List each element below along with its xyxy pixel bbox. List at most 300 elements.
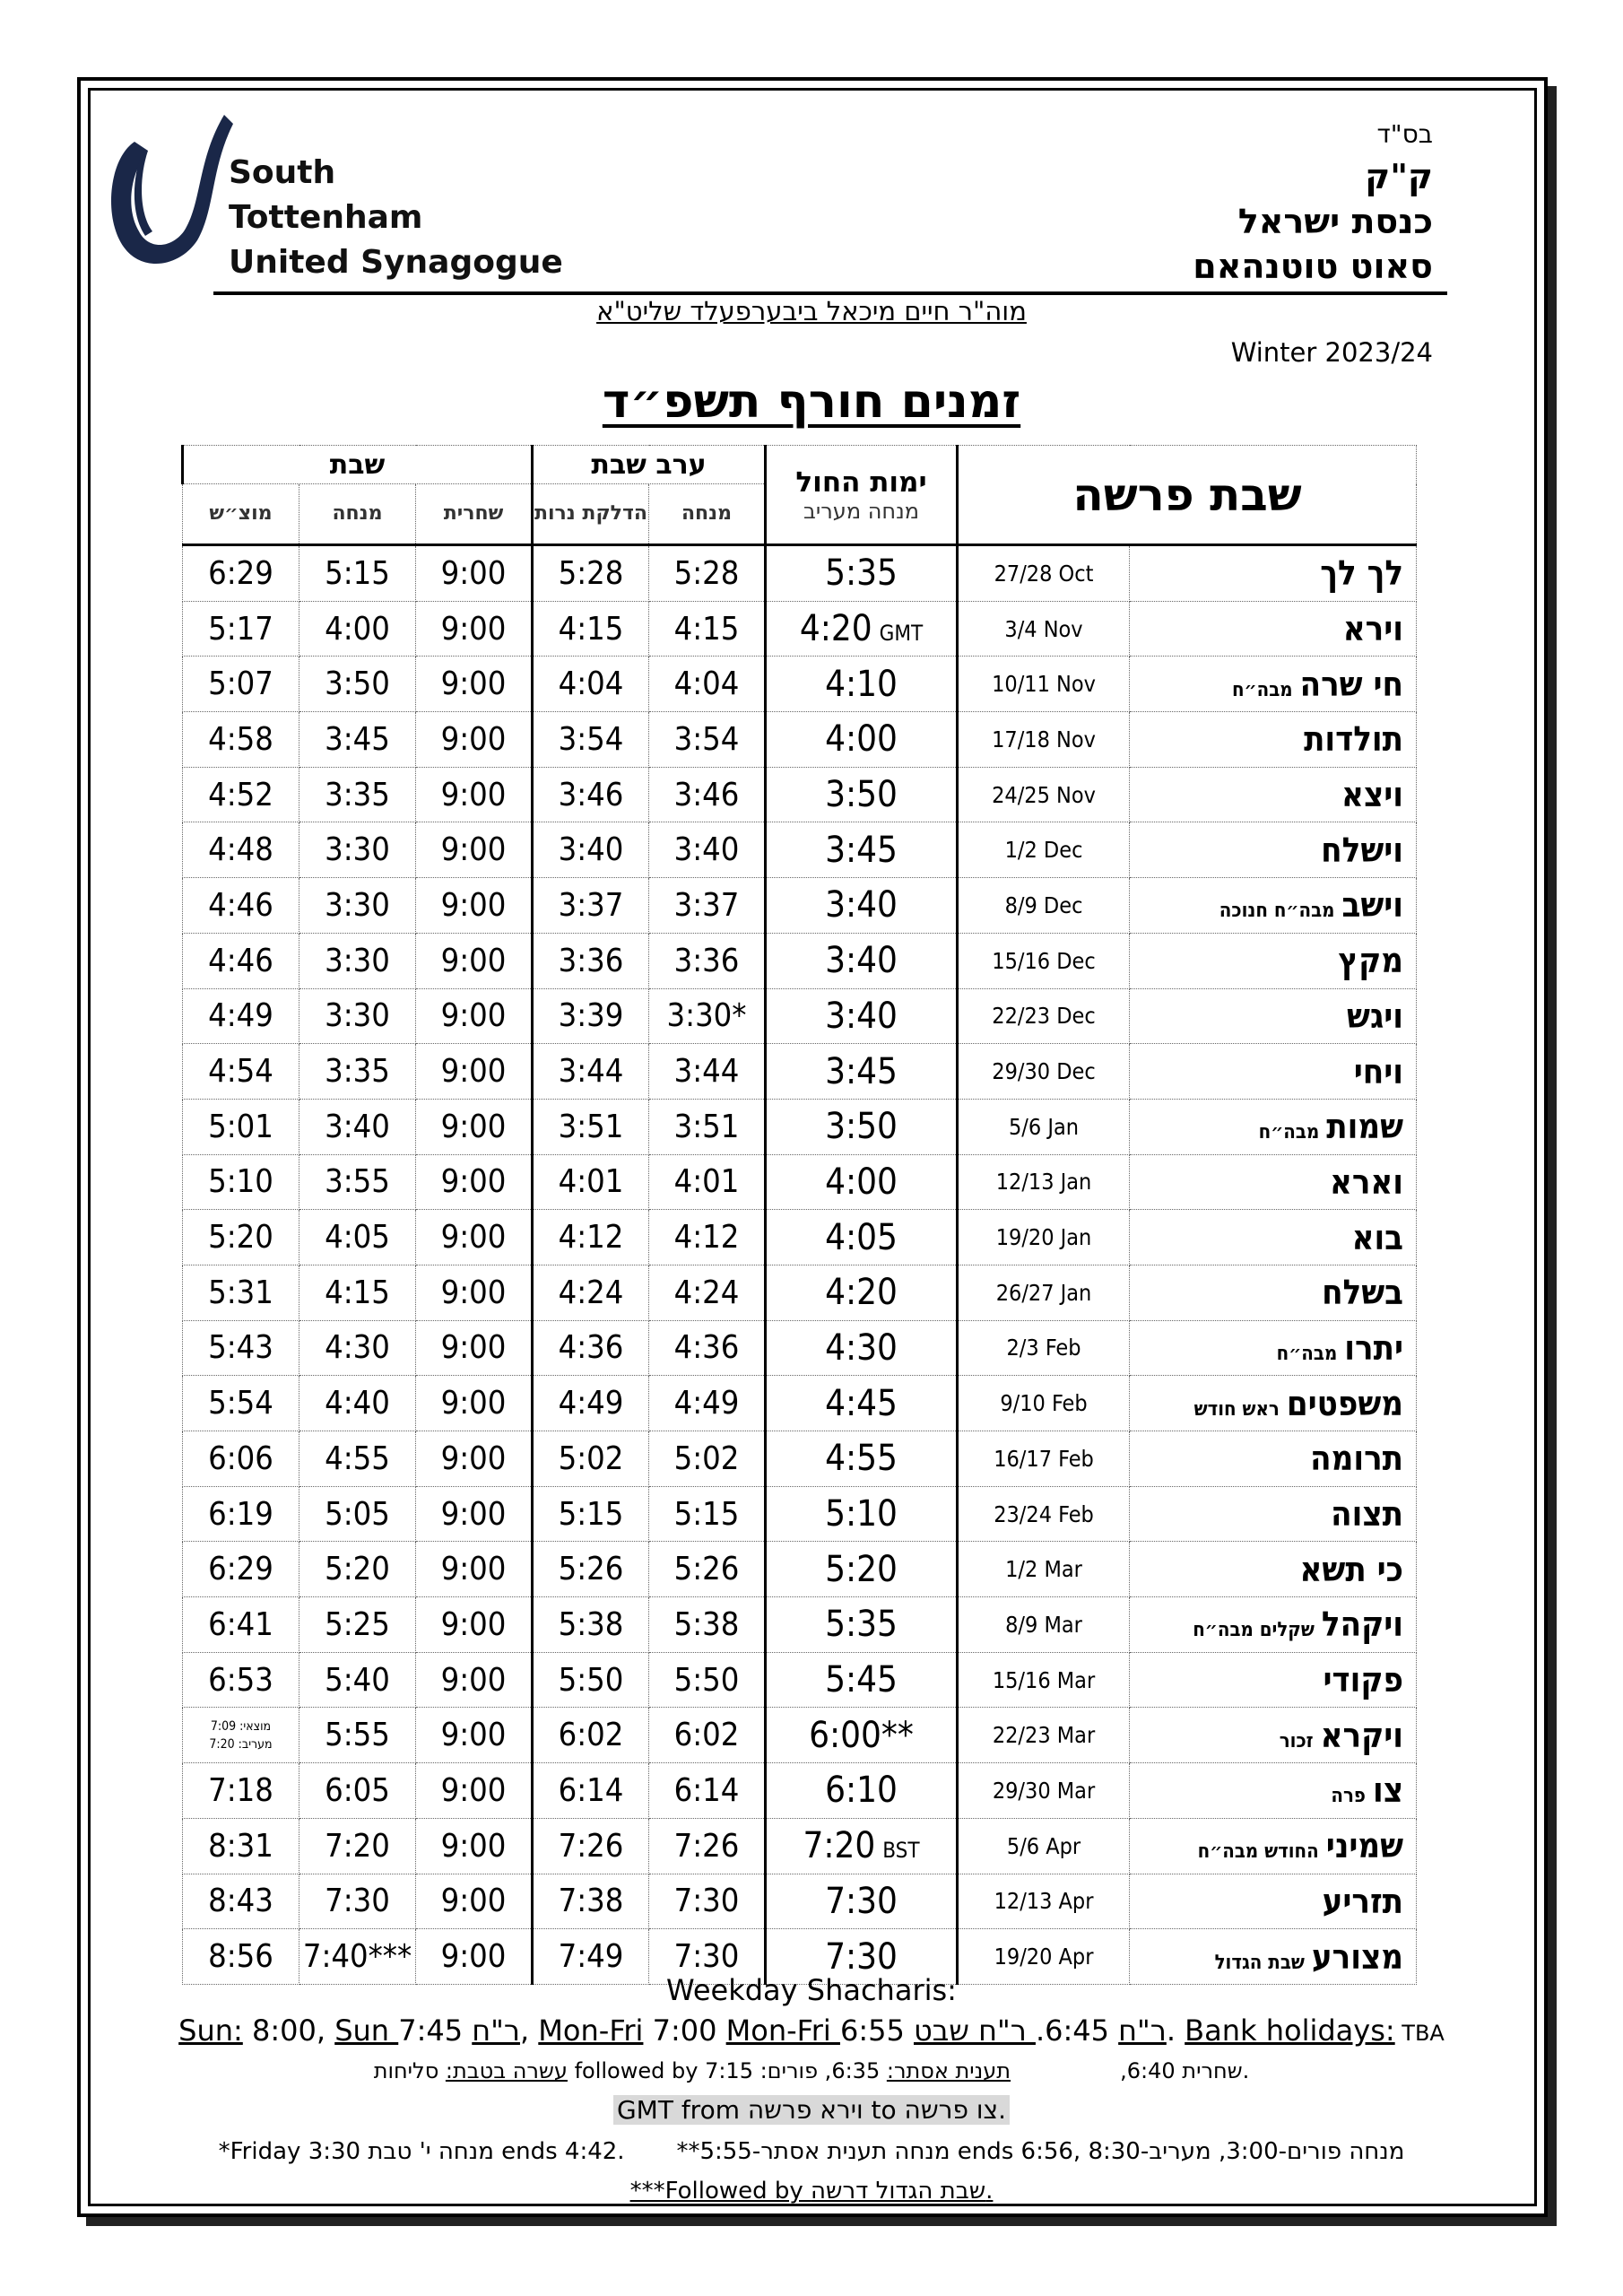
weekday-cell bbox=[766, 1597, 958, 1653]
table-row bbox=[183, 1099, 1417, 1154]
org-name-english bbox=[229, 151, 563, 285]
motzash-cell: 6:06 bbox=[183, 1431, 299, 1487]
date-cell: 2/3 Feb bbox=[958, 1320, 1130, 1376]
motzash-cell: 6:41 bbox=[183, 1597, 299, 1653]
org-he-line3: סאוט טוטנהאם bbox=[1193, 247, 1433, 286]
weekday-cell bbox=[766, 1542, 958, 1597]
shacharis-cell: 9:00 bbox=[416, 1486, 533, 1542]
candle-lighting-header: הדלקת נרות bbox=[533, 484, 649, 545]
candle-lighting-cell: 4:01 bbox=[533, 1154, 649, 1210]
table-row bbox=[183, 1431, 1417, 1487]
shabbat-mincha-cell: 5:25 bbox=[299, 1597, 416, 1653]
candle-lighting-cell: 3:39 bbox=[533, 988, 649, 1044]
date-cell: 29/30 Dec bbox=[958, 1044, 1130, 1100]
asara-btevet-label: עשרה בטבת: bbox=[445, 2058, 568, 2083]
weekday-time: 6:00** bbox=[809, 1714, 914, 1756]
shabbat-mincha-cell: 3:30 bbox=[299, 878, 416, 934]
weekday-time: 3:40 bbox=[825, 995, 898, 1037]
candle-lighting-cell: 3:37 bbox=[533, 878, 649, 934]
shabbat-mincha-cell: 5:40 bbox=[299, 1652, 416, 1708]
sun-time: 8:00, bbox=[242, 2013, 335, 2048]
page-title bbox=[0, 375, 1623, 429]
candle-lighting-cell: 5:38 bbox=[533, 1597, 649, 1653]
erev-shabbat-group-header: ערב שבת bbox=[533, 446, 766, 484]
shabbat-mincha-cell: 4:40 bbox=[299, 1376, 416, 1431]
table-row bbox=[183, 1154, 1417, 1210]
motzash-cell: 4:54 bbox=[183, 1044, 299, 1100]
parsha-name: ויגש bbox=[1347, 996, 1404, 1036]
motzash-cell: 8:56 bbox=[183, 1929, 299, 1985]
triple-star-note bbox=[0, 2178, 1623, 2205]
table-row bbox=[183, 1597, 1417, 1653]
parsha-name: פקודי bbox=[1323, 1660, 1404, 1700]
table-row bbox=[183, 988, 1417, 1044]
weekday-cell bbox=[766, 1320, 958, 1376]
shabbat-mincha-cell: 3:35 bbox=[299, 1044, 416, 1100]
org-name-hebrew bbox=[1193, 115, 1433, 289]
bsd-mark: בס"ד bbox=[1376, 119, 1433, 149]
shacharis-cell: 9:00 bbox=[416, 988, 533, 1044]
shabbat-mincha-cell: 4:15 bbox=[299, 1265, 416, 1320]
parsha-note: מבה״ח bbox=[1231, 678, 1293, 701]
motzash-cell: 6:29 bbox=[183, 545, 299, 602]
parsha-name: לך לך bbox=[1320, 553, 1404, 594]
weekday-time: 5:45 bbox=[825, 1659, 898, 1701]
weekday-time: 3:40 bbox=[825, 884, 898, 926]
shacharis-cell: 9:00 bbox=[416, 1874, 533, 1929]
shabbat-mincha-cell: 3:30 bbox=[299, 933, 416, 988]
weekday-time: 4:05 bbox=[825, 1216, 898, 1258]
table-row bbox=[183, 712, 1417, 768]
erev-mincha-cell: 3:37 bbox=[649, 878, 766, 934]
candle-lighting-cell: 5:28 bbox=[533, 545, 649, 602]
erev-mincha-cell: 4:01 bbox=[649, 1154, 766, 1210]
motzash-cell: 5:07 bbox=[183, 657, 299, 712]
shabbat-mincha-cell: 7:30 bbox=[299, 1874, 416, 1929]
candle-lighting-cell: 5:15 bbox=[533, 1486, 649, 1542]
star-notes bbox=[0, 2138, 1623, 2165]
table-row bbox=[183, 767, 1417, 822]
parsha-name: שמיני bbox=[1325, 1826, 1404, 1866]
parsha-name: מקץ bbox=[1338, 941, 1404, 981]
weekday-cell bbox=[766, 1210, 958, 1265]
shabbat-mincha-cell: 3:40 bbox=[299, 1099, 416, 1154]
parsha-note: פרה bbox=[1331, 1785, 1366, 1808]
shabbat-mincha-cell: 3:30 bbox=[299, 988, 416, 1044]
erev-mincha-cell: 7:30 bbox=[649, 1874, 766, 1929]
weekday-time: 4:20 bbox=[825, 1272, 898, 1314]
table-row bbox=[183, 657, 1417, 712]
weekday-time: 4:00 bbox=[825, 1161, 898, 1203]
shacharis-cell: 9:00 bbox=[416, 657, 533, 712]
shabbat-mincha-cell: 4:00 bbox=[299, 601, 416, 657]
weekday-time: 3:40 bbox=[825, 940, 898, 982]
parsha-cell bbox=[1130, 657, 1417, 712]
motzash-sub-line: מוצאי: 7:09 bbox=[210, 1718, 272, 1734]
weekday-cell bbox=[766, 601, 958, 657]
parsha-cell bbox=[1130, 822, 1417, 878]
org-he-line2: כנסת ישראל bbox=[1237, 202, 1433, 241]
header-divider bbox=[213, 291, 1447, 295]
motzash-cell: 4:49 bbox=[183, 988, 299, 1044]
date-cell: 29/30 Mar bbox=[958, 1763, 1130, 1819]
parsha-name: שמות bbox=[1326, 1107, 1404, 1147]
table-row bbox=[183, 1708, 1417, 1763]
parsha-cell bbox=[1130, 601, 1417, 657]
rc-shvat-time: 6:55. bbox=[839, 2013, 1185, 2048]
rabbi-line bbox=[0, 296, 1623, 326]
date-cell: 26/27 Jan bbox=[958, 1265, 1130, 1320]
shacharis-cell: 9:00 bbox=[416, 1376, 533, 1431]
parsha-name: וישב bbox=[1341, 885, 1404, 926]
motzash-cell: 5:17 bbox=[183, 601, 299, 657]
weekday-time: 4:45 bbox=[825, 1382, 898, 1424]
parsha-name: ויקהל bbox=[1321, 1605, 1404, 1645]
shacharis-cell: 9:00 bbox=[416, 1929, 533, 1985]
erev-mincha-cell: 4:24 bbox=[649, 1265, 766, 1320]
date-cell: 3/4 Nov bbox=[958, 601, 1130, 657]
date-cell: 1/2 Mar bbox=[958, 1542, 1130, 1597]
erev-mincha-cell: 3:40 bbox=[649, 822, 766, 878]
zmanim-table bbox=[181, 445, 1417, 1985]
parsha-name: צו bbox=[1372, 1770, 1404, 1811]
shacharis-cell: 9:00 bbox=[416, 1431, 533, 1487]
shabbat-mincha-cell: 7:20 bbox=[299, 1818, 416, 1874]
candle-lighting-cell: 3:36 bbox=[533, 933, 649, 988]
date-cell: 9/10 Feb bbox=[958, 1376, 1130, 1431]
motzash-cell: 5:20 bbox=[183, 1210, 299, 1265]
parsha-name: וירא bbox=[1342, 609, 1404, 649]
shacharis-cell: 9:00 bbox=[416, 1320, 533, 1376]
asara-btevet-text: סליחות followed by שחרית 6:40, bbox=[373, 2058, 1243, 2083]
candle-lighting-cell: 3:40 bbox=[533, 822, 649, 878]
date-cell: 5/6 Jan bbox=[958, 1099, 1130, 1154]
shacharis-cell: 9:00 bbox=[416, 1542, 533, 1597]
weekday-time: 5:20 bbox=[825, 1548, 898, 1590]
candle-lighting-cell: 3:46 bbox=[533, 767, 649, 822]
table-row bbox=[183, 601, 1417, 657]
org-en-line1: South bbox=[229, 154, 336, 191]
table-row bbox=[183, 1818, 1417, 1874]
table-row bbox=[183, 1542, 1417, 1597]
date-cell: 22/23 Dec bbox=[958, 988, 1130, 1044]
erev-mincha-cell: 5:02 bbox=[649, 1431, 766, 1487]
note-triple-star: ***Followed by שבת הגדול דרשה. bbox=[629, 2178, 994, 2205]
title-text: זמנים חורף תשפ״ד bbox=[602, 375, 1021, 429]
erev-mincha-cell: 4:12 bbox=[649, 1210, 766, 1265]
weekday-cell bbox=[766, 1265, 958, 1320]
weekday-shacharis-times bbox=[0, 2013, 1623, 2048]
weekday-time: 4:55 bbox=[825, 1438, 898, 1480]
shacharis-cell: 9:00 bbox=[416, 545, 533, 602]
org-en-line3: United Synagogue bbox=[229, 244, 563, 281]
shabbat-mincha-cell: 5:15 bbox=[299, 545, 416, 602]
shabbat-mincha-cell: 4:55 bbox=[299, 1431, 416, 1487]
motzash-cell: 8:43 bbox=[183, 1874, 299, 1929]
parsha-cell bbox=[1130, 1486, 1417, 1542]
shacharis-header: שחרית bbox=[416, 484, 533, 545]
shabbat-mincha-header: מנחה bbox=[299, 484, 416, 545]
shabbat-mincha-cell: 3:55 bbox=[299, 1154, 416, 1210]
parsha-note: החודש מבה״ח bbox=[1197, 1840, 1319, 1864]
parsha-note: שבת הגדול bbox=[1214, 1951, 1305, 1974]
gmt-note bbox=[0, 2095, 1623, 2125]
shacharis-cell: 9:00 bbox=[416, 1044, 533, 1100]
shacharis-cell: 9:00 bbox=[416, 601, 533, 657]
weekday-cell bbox=[766, 1486, 958, 1542]
table-row bbox=[183, 545, 1417, 602]
candle-lighting-cell: 4:12 bbox=[533, 1210, 649, 1265]
parsha-name: חי שרה bbox=[1299, 664, 1404, 704]
parsha-cell bbox=[1130, 1099, 1417, 1154]
weekday-cell bbox=[766, 1874, 958, 1929]
shacharis-cell: 9:00 bbox=[416, 878, 533, 934]
weekday-time: 5:35 bbox=[825, 552, 898, 595]
erev-mincha-cell: 3:46 bbox=[649, 767, 766, 822]
parsha-cell bbox=[1130, 1597, 1417, 1653]
parsha-cell bbox=[1130, 933, 1417, 988]
motzash-sub-line: מעריב: 7:20 bbox=[209, 1736, 273, 1752]
parsha-name: וארא bbox=[1329, 1161, 1404, 1202]
shabbat-mincha-cell: 5:20 bbox=[299, 1542, 416, 1597]
candle-lighting-cell: 6:02 bbox=[533, 1708, 649, 1763]
table-row bbox=[183, 1044, 1417, 1100]
erev-mincha-cell: 5:28 bbox=[649, 545, 766, 602]
weekday-cell bbox=[766, 988, 958, 1044]
monfri-rc-label: Mon-Fri ר"ח bbox=[725, 2013, 1167, 2048]
erev-mincha-cell: 5:50 bbox=[649, 1652, 766, 1708]
monfri-time: 7:00 bbox=[643, 2013, 726, 2048]
date-cell: 19/20 Apr bbox=[958, 1929, 1130, 1985]
date-cell: 5/6 Apr bbox=[958, 1818, 1130, 1874]
date-cell: 8/9 Dec bbox=[958, 878, 1130, 934]
date-cell: 15/16 Mar bbox=[958, 1652, 1130, 1708]
parsha-name: ויצא bbox=[1341, 775, 1404, 815]
parsha-cell bbox=[1130, 1376, 1417, 1431]
parsha-name: מצורע bbox=[1311, 1936, 1404, 1977]
shabbat-group-header: שבת bbox=[183, 446, 533, 484]
weekday-cell bbox=[766, 1763, 958, 1819]
shacharis-cell: 9:00 bbox=[416, 767, 533, 822]
sun-label: Sun: bbox=[178, 2013, 243, 2048]
parsha-name: בוא bbox=[1351, 1217, 1404, 1257]
parsha-note: שקלים מבה״ח bbox=[1193, 1619, 1315, 1642]
candle-lighting-cell: 7:26 bbox=[533, 1818, 649, 1874]
weekday-time: 4:00 bbox=[825, 718, 898, 761]
shacharis-cell: 9:00 bbox=[416, 822, 533, 878]
erev-mincha-cell: 3:51 bbox=[649, 1099, 766, 1154]
parsha-header: שבת פרשה bbox=[958, 446, 1417, 545]
parsha-name: וישלח bbox=[1321, 830, 1404, 870]
parsha-note: זכור bbox=[1279, 1729, 1314, 1752]
parsha-cell bbox=[1130, 1874, 1417, 1929]
timezone-note: BST bbox=[882, 1838, 920, 1864]
weekday-cell bbox=[766, 1154, 958, 1210]
date-cell: 1/2 Dec bbox=[958, 822, 1130, 878]
date-cell: 15/16 Dec bbox=[958, 933, 1130, 988]
weekday-cell bbox=[766, 545, 958, 602]
shacharis-cell: 9:00 bbox=[416, 712, 533, 768]
weekday-time: 7:30 bbox=[825, 1880, 898, 1922]
weekday-cell bbox=[766, 1099, 958, 1154]
shabbat-mincha-cell: 6:05 bbox=[299, 1763, 416, 1819]
parsha-name: תרומה bbox=[1310, 1439, 1404, 1479]
weekday-cell bbox=[766, 1818, 958, 1874]
motzash-header: מוצ״ש bbox=[183, 484, 299, 545]
parsha-cell bbox=[1130, 1210, 1417, 1265]
motzash-cell: 5:31 bbox=[183, 1265, 299, 1320]
candle-lighting-cell: 5:26 bbox=[533, 1542, 649, 1597]
motzash-cell: 4:48 bbox=[183, 822, 299, 878]
date-cell: 24/25 Nov bbox=[958, 767, 1130, 822]
shacharis-cell: 9:00 bbox=[416, 1818, 533, 1874]
shacharis-cell: 9:00 bbox=[416, 933, 533, 988]
weekday-time: 3:50 bbox=[825, 1106, 898, 1148]
motzash-cell: 6:29 bbox=[183, 1542, 299, 1597]
date-cell: 16/17 Feb bbox=[958, 1431, 1130, 1487]
weekday-cell bbox=[766, 1708, 958, 1763]
date-cell: 19/20 Jan bbox=[958, 1210, 1130, 1265]
erev-mincha-cell: 3:36 bbox=[649, 933, 766, 988]
candle-lighting-cell: 6:14 bbox=[533, 1763, 649, 1819]
shabbat-mincha-cell: 5:55 bbox=[299, 1708, 416, 1763]
weekday-time: 4:10 bbox=[825, 663, 898, 705]
motzash-cell: 8:31 bbox=[183, 1818, 299, 1874]
fast-days-line bbox=[0, 2058, 1623, 2083]
weekday-time: 4:20 bbox=[799, 608, 872, 650]
parsha-cell bbox=[1130, 988, 1417, 1044]
parsha-note: מבה״ח bbox=[1258, 1121, 1320, 1144]
erev-mincha-cell: 5:15 bbox=[649, 1486, 766, 1542]
shabbat-mincha-cell: 4:30 bbox=[299, 1320, 416, 1376]
erev-mincha-cell: 4:49 bbox=[649, 1376, 766, 1431]
bank-holidays-label: Bank holidays: bbox=[1185, 2013, 1395, 2048]
monfri-rc-time: 6:45. bbox=[1035, 2013, 1119, 2048]
gmt-note-text: GMT from וירא פרשה to צו פרשה. bbox=[613, 2095, 1010, 2125]
parsha-note: ראש חודש bbox=[1193, 1397, 1280, 1421]
candle-lighting-cell: 3:54 bbox=[533, 712, 649, 768]
parsha-note: מבה״ח חנוכה bbox=[1219, 900, 1335, 923]
table-row bbox=[183, 933, 1417, 988]
org-en-line2: Tottenham bbox=[229, 199, 423, 236]
motzash-cell: 4:46 bbox=[183, 878, 299, 934]
date-cell: 23/24 Feb bbox=[958, 1486, 1130, 1542]
erev-mincha-cell: 3:54 bbox=[649, 712, 766, 768]
bank-holidays-time: TBA bbox=[1394, 2021, 1445, 2046]
parsha-cell bbox=[1130, 545, 1417, 602]
table-row bbox=[183, 822, 1417, 878]
parsha-cell bbox=[1130, 1431, 1417, 1487]
shacharis-cell: 9:00 bbox=[416, 1099, 533, 1154]
weekday-shacharis-title: Weekday Shacharis: bbox=[666, 1973, 957, 2007]
weekday-time: 7:30 bbox=[825, 1935, 898, 1978]
erev-mincha-cell: 4:04 bbox=[649, 657, 766, 712]
weekday-time: 7:20 bbox=[803, 1825, 876, 1867]
table-row bbox=[183, 1763, 1417, 1819]
parsha-cell bbox=[1130, 1652, 1417, 1708]
parsha-cell bbox=[1130, 1763, 1417, 1819]
parsha-cell bbox=[1130, 1708, 1417, 1763]
erev-mincha-cell: 6:02 bbox=[649, 1708, 766, 1763]
candle-lighting-cell: 4:15 bbox=[533, 601, 649, 657]
parsha-name: משפטים bbox=[1286, 1383, 1404, 1423]
candle-lighting-cell: 4:36 bbox=[533, 1320, 649, 1376]
motzash-cell: 4:58 bbox=[183, 712, 299, 768]
date-cell: 12/13 Apr bbox=[958, 1874, 1130, 1929]
zmanim-table-body bbox=[183, 545, 1417, 1985]
weekday-time: 5:10 bbox=[825, 1493, 898, 1535]
synagogue-logo-icon bbox=[99, 106, 233, 285]
weekday-cell bbox=[766, 933, 958, 988]
weekday-cell bbox=[766, 822, 958, 878]
erev-mincha-cell: 7:30 bbox=[649, 1929, 766, 1985]
candle-lighting-cell: 5:02 bbox=[533, 1431, 649, 1487]
parsha-cell bbox=[1130, 1542, 1417, 1597]
date-cell: 12/13 Jan bbox=[958, 1154, 1130, 1210]
sun-rc-label: Sun ר"ח bbox=[334, 2013, 520, 2048]
erev-mincha-cell: 5:26 bbox=[649, 1542, 766, 1597]
parsha-cell bbox=[1130, 1320, 1417, 1376]
erev-mincha-cell: 3:30* bbox=[649, 988, 766, 1044]
weekday-cell bbox=[766, 657, 958, 712]
taanit-esther-label: תענית אסתר: bbox=[886, 2058, 1011, 2083]
motzash-cell: 4:52 bbox=[183, 767, 299, 822]
erev-mincha-cell: 5:38 bbox=[649, 1597, 766, 1653]
motzash-cell: 5:43 bbox=[183, 1320, 299, 1376]
parsha-cell bbox=[1130, 712, 1417, 768]
shacharis-cell: 9:00 bbox=[416, 1154, 533, 1210]
motzash-cell: 5:10 bbox=[183, 1154, 299, 1210]
motzash-cell: 7:18 bbox=[183, 1763, 299, 1819]
motzash-cell: 6:53 bbox=[183, 1652, 299, 1708]
weekday-time: 6:10 bbox=[825, 1770, 898, 1812]
erev-mincha-cell: 4:15 bbox=[649, 601, 766, 657]
parsha-cell bbox=[1130, 1265, 1417, 1320]
erev-mincha-header: מנחה bbox=[649, 484, 766, 545]
shacharis-cell: 9:00 bbox=[416, 1652, 533, 1708]
shacharis-cell: 9:00 bbox=[416, 1708, 533, 1763]
weekday-time: 4:30 bbox=[825, 1326, 898, 1369]
table-row bbox=[183, 1265, 1417, 1320]
weekday-time: 5:35 bbox=[825, 1604, 898, 1646]
table-row bbox=[183, 1874, 1417, 1929]
motzash-cell: 6:19 bbox=[183, 1486, 299, 1542]
shabbat-mincha-cell: 3:35 bbox=[299, 767, 416, 822]
weekday-cell bbox=[766, 712, 958, 768]
parsha-cell bbox=[1130, 1154, 1417, 1210]
date-cell: 17/18 Nov bbox=[958, 712, 1130, 768]
table-row bbox=[183, 1376, 1417, 1431]
parsha-name: ויחי bbox=[1353, 1051, 1404, 1091]
shabbat-mincha-cell: 3:50 bbox=[299, 657, 416, 712]
motzash-cell: 5:01 bbox=[183, 1099, 299, 1154]
parsha-name: כי תשא bbox=[1299, 1549, 1404, 1589]
parsha-cell bbox=[1130, 878, 1417, 934]
shacharis-cell: 9:00 bbox=[416, 1597, 533, 1653]
table-row bbox=[183, 1652, 1417, 1708]
table-row bbox=[183, 878, 1417, 934]
parsha-name: תזריע bbox=[1322, 1881, 1404, 1921]
rabbi-name: מוה"ר חיים מיכאל ביבערפעלד שליט"א bbox=[596, 296, 1027, 326]
parsha-note: מבה״ח bbox=[1276, 1342, 1338, 1365]
parsha-name: ויקרא bbox=[1320, 1715, 1404, 1755]
note-star: *Friday מנחה י' טבת 3:30 ends 4:42. bbox=[218, 2138, 625, 2165]
motzash-cell bbox=[183, 1708, 299, 1763]
weekday-time: 3:45 bbox=[825, 829, 898, 871]
candle-lighting-cell: 7:38 bbox=[533, 1874, 649, 1929]
rc-shvat-label: ר"ח שבט bbox=[913, 2013, 1036, 2048]
weekday-cell bbox=[766, 1652, 958, 1708]
